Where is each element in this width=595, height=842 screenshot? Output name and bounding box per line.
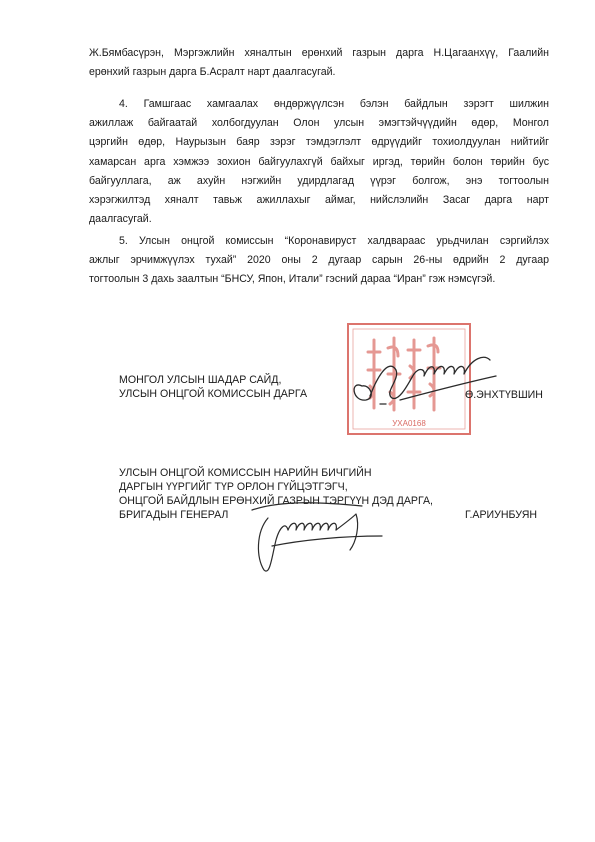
text-line: хамарсан арга хэмжээ зохион байгуулахгүй байхыг иргэд, төрийн болон төрийн бус: [89, 155, 549, 168]
text-line: 5. Улсын онцгой комиссын “Коронавируст халдвараас урьдчилан сэргийлэх: [119, 235, 549, 247]
paragraph-item-4: [89, 95, 549, 229]
text-line: ажиллаж байгаатай холбогдуулан Олон улсын эмэгтэйчүүдийн өдөр, Монгол: [89, 117, 549, 130]
text-line: даалгасугай.: [89, 213, 152, 226]
title-line: ОНЦГОЙ БАЙДЛЫН ЕРӨНХИЙ ГАЗРЫН ТЭРГҮҮН ДЭД ДАРГА,: [119, 495, 433, 507]
signatory-2-name: Г.АРИУНБУЯН: [465, 509, 538, 521]
paragraph-continuation: [89, 44, 549, 82]
title-line: УЛСЫН ОНЦГОЙ КОМИССЫН НАРИЙН БИЧГИЙН: [119, 467, 372, 479]
title-line: БРИГАДЫН ГЕНЕРАЛ: [119, 509, 229, 521]
title-line: МОНГОЛ УЛСЫН ШАДАР САЙД,: [119, 374, 282, 386]
title-line: ДАРГЫН ҮҮРГИЙГ ТҮР ОРЛОН ГҮЙЦЭТГЭГЧ,: [119, 481, 348, 493]
signature-1: [340, 340, 510, 420]
signatory-1-title: [119, 373, 307, 401]
paragraph-item-5: [89, 232, 549, 290]
signature-2: [242, 496, 402, 576]
text-line: ерөнхий газрын дарга Б.Асралт нарт даалгасугай.: [89, 66, 336, 79]
text-line: Ж.Бямбасүрэн, Мэргэжлийн хяналтын ерөнхий газрын дарга Н.Цагаанхүү, Гаалийн: [89, 47, 549, 59]
text-line: байгууллага, аж ахуйн нэгжийн удирдлагад үүрэг болгож, энэ тогтоолын: [89, 174, 549, 187]
text-line: ажлыг эрчимжүүлэх тухай” 2020 оны 2 дугаар сарын 26-ны өдрийн 2 дугаар: [89, 254, 549, 267]
signatory-1-name: Ө.ЭНХТҮВШИН: [465, 389, 543, 401]
text-line: тогтоолын 3 дахь заалтын “БНСУ, Япон, Итали” гэсний дараа “Иран” гэж нэмсүгэй.: [89, 273, 496, 286]
text-line: хэрэгжилтэд хяналт тавьж ажиллахыг аймаг, нийслэлийн Засаг дарга нарт: [89, 194, 549, 207]
text-line: цэргийн өдөр, Наурызын баяр зэрэг тэмдэглэлт өдрүүдийг тохиолдуулан нийтийг: [89, 136, 549, 149]
title-line: УЛСЫН ОНЦГОЙ КОМИССЫН ДАРГА: [119, 388, 308, 400]
text-line: 4. Гамшгаас хамгаалах өндөржүүлсэн бэлэн байдлын зэрэгт шилжин: [119, 98, 549, 110]
stamp-code: УХА0168: [392, 419, 426, 428]
